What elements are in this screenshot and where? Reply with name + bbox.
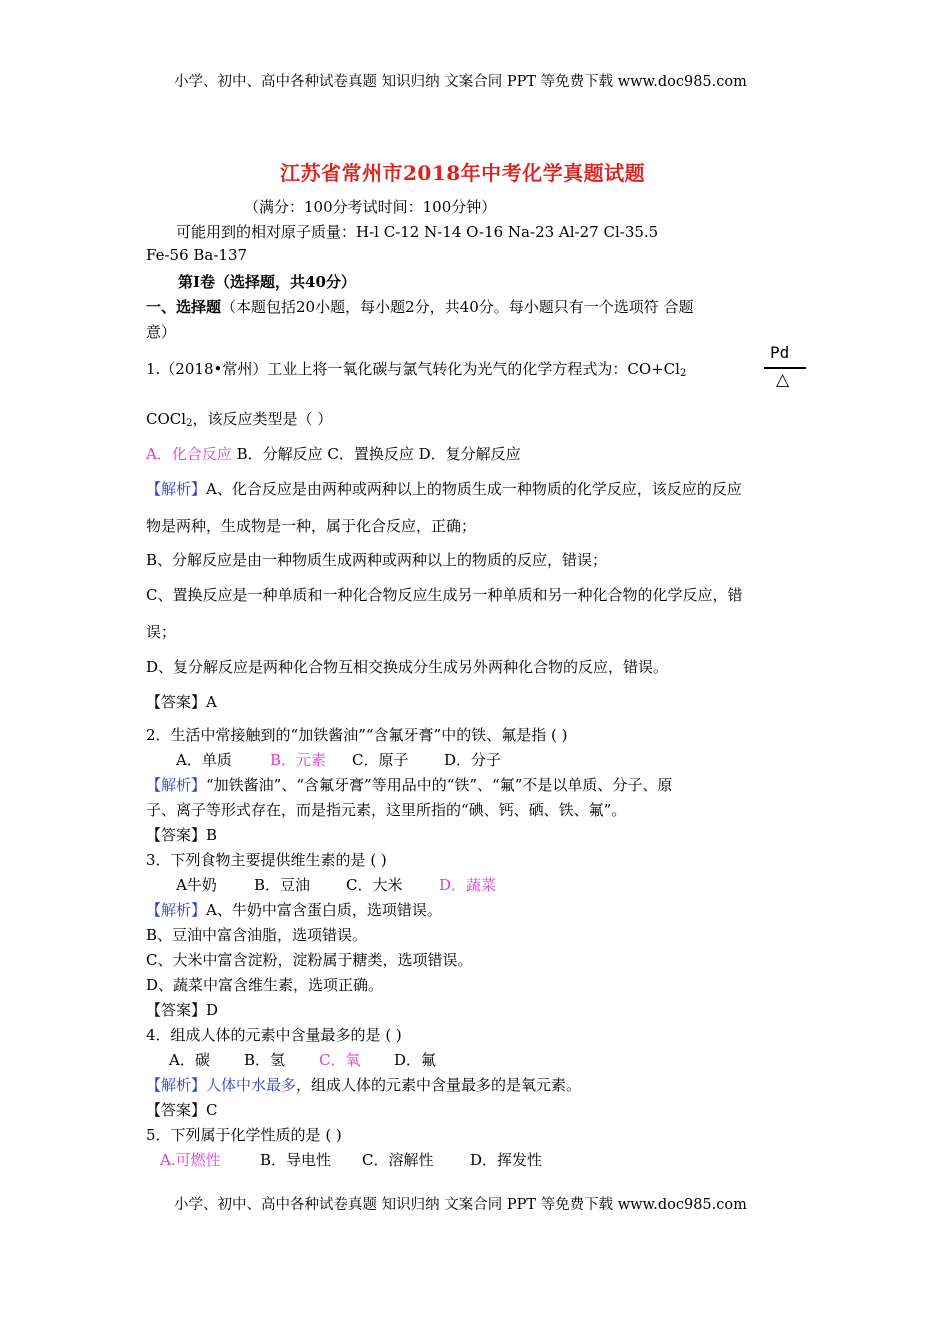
formula: COCl [146,410,187,428]
question-1-stem [146,358,686,379]
question-3-analysis-1 [146,899,442,920]
question-2-analysis-2: 子、离子等形式存在，而是指元素，这里所指的“碘、钙、硒、铁、氟”。 [146,801,627,819]
question-4-option-d: D．氟 [394,1051,437,1069]
question-2-analysis-1 [146,774,672,795]
question-4-analysis [146,1074,581,1095]
question-3-analysis-3: C、大米中富含淀粉，淀粉属于糖类，选项错误。 [146,951,473,969]
heat-symbol-icon: △ [776,370,790,390]
question-3-option-b: B．豆油 [254,876,311,894]
exam-meta: （满分：100分考试时间：100分钟） [244,198,497,216]
analysis-text: A、化合反应是由两种或两种以上的物质生成一种物质的化学反应，该反应的反应 [206,480,742,498]
section-desc: （本题包括20小题，每小题2分，共40分。每小题只有一个选项符 合题 [221,298,694,316]
question-2-stem: 2．生活中常接触到的“加铁酱油”“含氟牙膏”中的铁、氟是指 ( ) [146,726,568,744]
option-correct: A．化合反应 [146,445,232,463]
options-other: B．分解反应 C．置换反应 D．复分解反应 [231,445,521,463]
question-5-option-c: C．溶解性 [362,1151,434,1169]
document-title: 江苏省常州市2018年中考化学真题试题 [280,161,646,185]
question-4-option-a: A．碳 [169,1051,210,1069]
question-1-options [146,443,521,464]
question-1-analysis-1 [146,478,742,499]
question-3-option-c: C．大米 [346,876,403,894]
question-1-analysis-5: 误； [146,623,177,641]
question-4-option-b: B．氢 [244,1051,286,1069]
question-2-option-d: D．分子 [444,751,502,769]
reaction-condition [764,343,806,391]
question-2-answer: 【答案】B [146,826,218,844]
subscript: 2 [679,368,687,379]
analysis-text: “加铁酱油”、“含氟牙膏”等用品中的“铁”、“氟”不是以单质、分子、原 [206,776,673,794]
part-heading: 第Ⅰ卷（选择题，共40分） [178,273,356,291]
question-2-option-c: C．原子 [352,751,409,769]
section-heading [146,296,694,317]
question-5-option-d: D．挥发性 [470,1151,543,1169]
analysis-highlight: 人体中水最多 [206,1076,297,1094]
question-3-option-a: A牛奶 [176,876,217,894]
analysis-label: 【解析】 [146,480,207,498]
question-4-stem: 4．组成人体的元素中含量最多的是 ( ) [146,1026,402,1044]
question-1-analysis-3: B、分解反应是由一种物质生成两种或两种以上的物质的反应，错误； [146,551,608,569]
question-3-answer: 【答案】D [146,1001,219,1019]
question-5-option-a: A.可燃性 [160,1151,221,1169]
question-4-answer: 【答案】C [146,1101,218,1119]
question-1-answer: 【答案】A [146,693,217,711]
question-2-option-a: A．单质 [176,751,232,769]
question-5-option-b: B．导电性 [260,1151,332,1169]
analysis-label: 【解析】 [146,1076,207,1094]
reaction-arrow-line [764,367,806,369]
question-4-option-c: C．氧 [319,1051,361,1069]
catalyst-label: Pd [770,343,790,362]
question-1-stem-cont [146,408,332,429]
question-1-analysis-2: 物是两种，生成物是一种，属于化合反应，正确； [146,517,477,535]
atomic-mass-line-1: 可能用到的相对原子质量：H-l C-12 N-14 O-16 Na-23 Al-27 Cl-35.5 [176,223,659,241]
analysis-label: 【解析】 [146,776,207,794]
atomic-mass-line-2: Fe-56 Ba-137 [146,246,248,264]
analysis-label: 【解析】 [146,901,207,919]
analysis-text: ，组成人体的元素中含量最多的是氧元素。 [296,1076,582,1094]
question-5-stem: 5．下列属于化学性质的是 ( ) [146,1126,342,1144]
question-3-option-d: D．蔬菜 [439,876,497,894]
subscript: 2 [186,418,193,429]
page-header: 小学、初中、高中各种试卷真题 知识归纳 文案合同 PPT 等免费下载 www.doc985.com [174,74,747,90]
question-2-option-b: B．元素 [270,751,327,769]
question-3-analysis-4: D、蔬菜中富含维生素，选项正确。 [146,976,384,994]
question-1-analysis-4: C、置换反应是一种单质和一种化合物反应生成另一种单质和另一种化合物的化学反应，错 [146,586,743,604]
question-3-stem: 3．下列食物主要提供维生素的是 ( ) [146,851,387,869]
analysis-text: A、牛奶中富含蛋白质，选项错误。 [206,901,442,919]
section-desc-cont: 意） [146,323,177,341]
question-1-analysis-6: D、复分解反应是两种化合物互相交换成分生成另外两种化合物的反应，错误。 [146,658,669,676]
question-1-text: 1.（2018•常州）工业上将一氧化碳与氯气转化为光气的化学方程式为：CO+Cl [146,360,680,378]
section-label: 一、选择题 [146,298,222,316]
question-3-analysis-2: B、豆油中富含油脂，选项错误。 [146,926,368,944]
question-1-text-rest: ，该反应类型是（ ） [192,410,333,428]
page-footer: 小学、初中、高中各种试卷真题 知识归纳 文案合同 PPT 等免费下载 www.doc985.com [174,1197,747,1213]
